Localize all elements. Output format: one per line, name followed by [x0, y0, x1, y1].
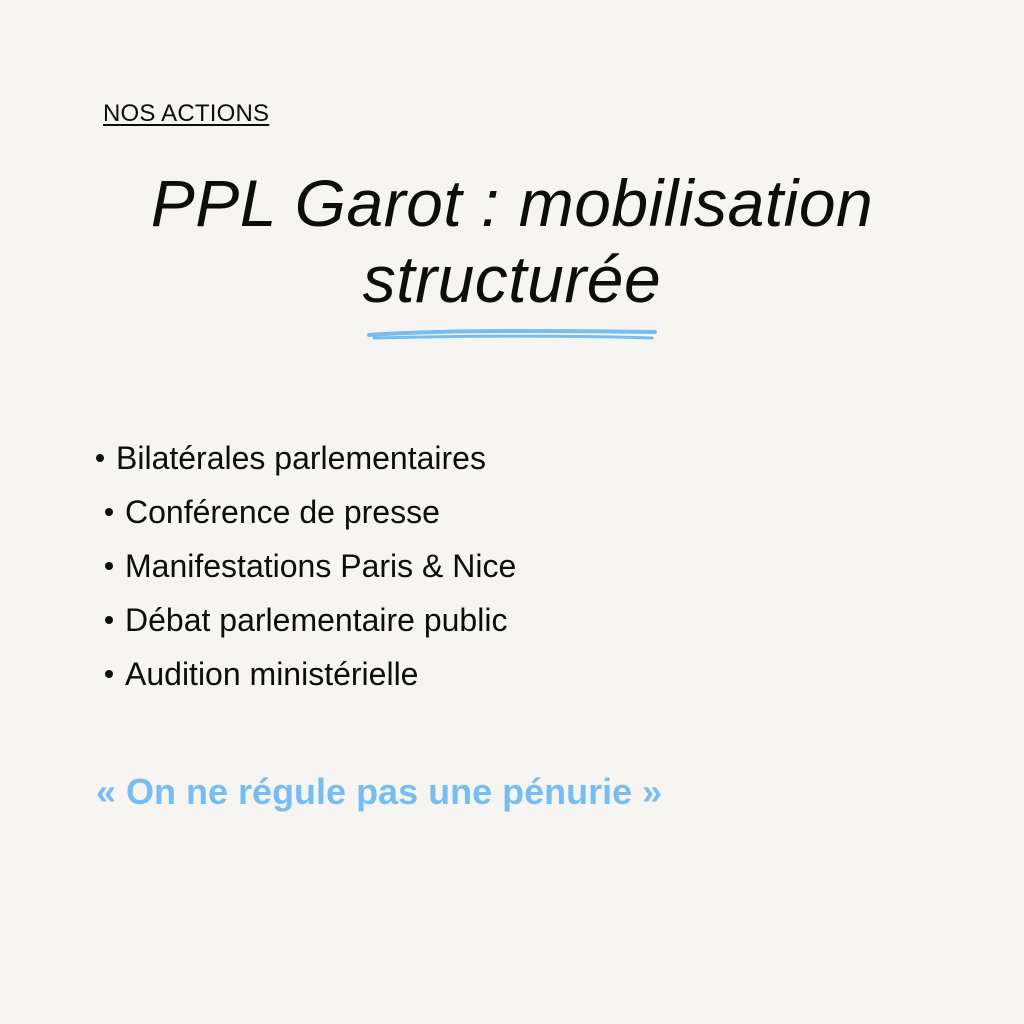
actions-list	[96, 431, 516, 701]
highlight-quote: « On ne régule pas une pénurie »	[96, 771, 663, 812]
title-line-1: PPL Garot : mobilisation	[150, 166, 874, 240]
bullet-icon	[96, 454, 104, 462]
list-item-label: Audition ministérielle	[125, 656, 419, 692]
list-item	[96, 647, 516, 701]
title-underline-stroke	[366, 326, 658, 344]
list-item	[96, 593, 516, 647]
list-item-label: Débat parlementaire public	[125, 602, 508, 638]
bullet-icon	[105, 508, 113, 516]
bullet-icon	[105, 670, 113, 678]
bullet-icon	[105, 616, 113, 624]
title-line-2: structurée	[362, 242, 662, 316]
page-title	[0, 165, 1024, 317]
section-kicker: NOS ACTIONS	[103, 100, 270, 127]
list-item-label: Conférence de presse	[125, 494, 440, 530]
bullet-icon	[105, 562, 113, 570]
list-item	[96, 485, 516, 539]
list-item-label: Bilatérales parlementaires	[116, 440, 486, 476]
list-item	[96, 539, 516, 593]
list-item	[96, 431, 516, 485]
list-item-label: Manifestations Paris & Nice	[125, 548, 517, 584]
